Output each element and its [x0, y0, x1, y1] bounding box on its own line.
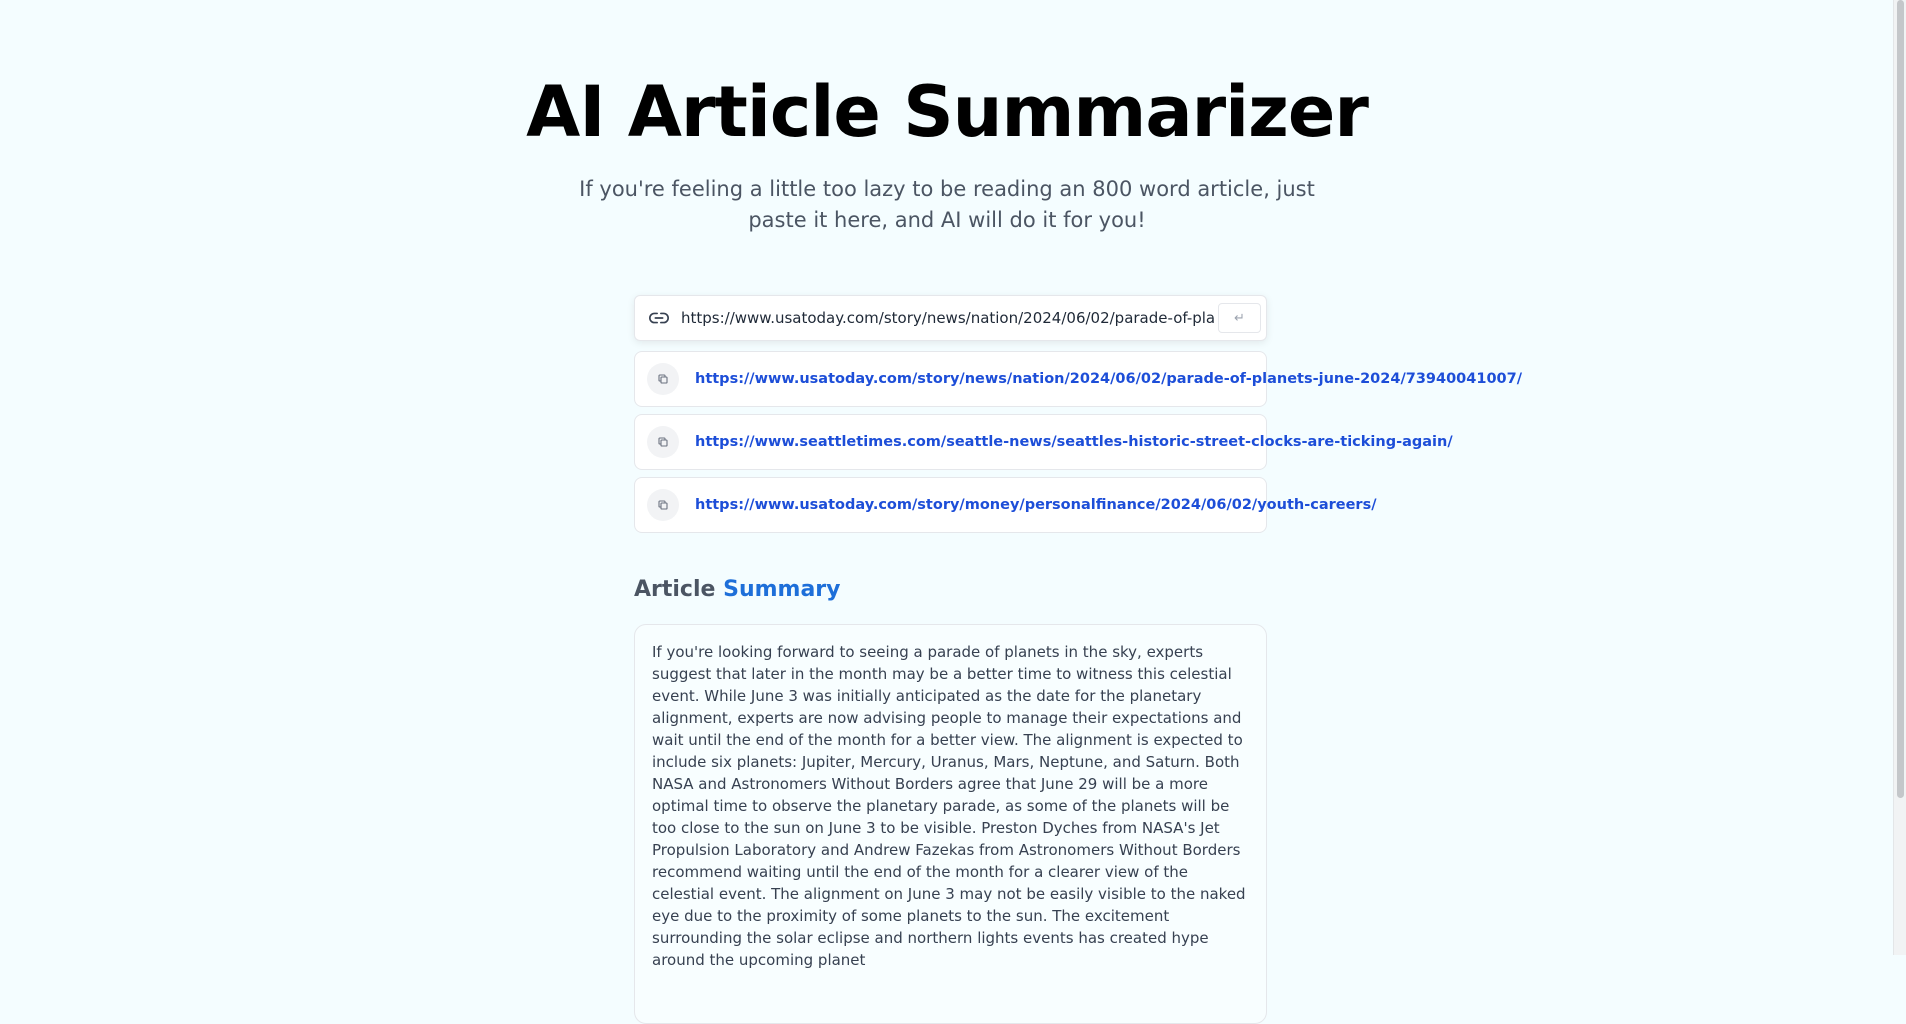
link-icon — [647, 306, 671, 330]
main-section — [634, 295, 1523, 1024]
scrollbar-thumb[interactable] — [1897, 0, 1904, 798]
summary-box — [634, 624, 1267, 1024]
url-form — [634, 295, 1267, 341]
summary-heading-accent: Summary — [723, 577, 841, 602]
history-item[interactable] — [634, 351, 1523, 407]
url-history-list — [634, 351, 1523, 533]
url-input[interactable] — [681, 309, 1214, 327]
history-item[interactable] — [634, 477, 1377, 533]
history-link[interactable]: https://www.seattletimes.com/seattle-news/seattles-historic-street-clocks-are-ticking-again/ — [695, 434, 1453, 450]
page-title: AI Article Summarizer — [526, 71, 1368, 153]
summary-heading — [634, 575, 1267, 605]
copy-icon[interactable] — [647, 489, 679, 521]
page-subtitle: If you're feeling a little too lazy to be reading an 800 word article, just paste it here, and AI will do it for you! — [579, 177, 1315, 232]
history-link[interactable]: https://www.usatoday.com/story/money/personalfinance/2024/06/02/youth-careers/ — [695, 497, 1377, 513]
submit-button[interactable]: ↵ — [1218, 303, 1261, 333]
summary-heading-prefix: Article — [634, 577, 716, 602]
history-link[interactable]: https://www.usatoday.com/story/news/nation/2024/06/02/parade-of-planets-june-2024/73940041007/ — [695, 371, 1523, 387]
page-scrollbar[interactable] — [1893, 0, 1906, 955]
history-item[interactable] — [634, 414, 1453, 470]
copy-icon[interactable] — [647, 363, 679, 395]
hero — [0, 70, 1894, 236]
summary-text: If you're looking forward to seeing a parade of planets in the sky, experts suggest that later in the month may be a better time to witness this celestial event. While June 3 was initially anticipated as the date for the planetary alignment, experts are now advising people to manage their expectations and wait until the end of the month for a better view. The alignment is expected to include six planets: Jupiter, Mercury, Uranus, Mars, Neptune, and Saturn. Both NASA and Astronomers Without Borders agree that June 29 will be a more optimal time to observe the planetary parade, as some of the planets will be too close to the sun on June 3 to be visible. Preston Dyches from NASA's Jet Propulsion Laboratory and Andrew Fazekas from Astronomers Without Borders recommend waiting until the end of the month for a clearer view of the celestial event. The alignment on June 3 may not be easily visible to the naked eye due to the proximity of some planets to the sun. The excitement surrounding the solar eclipse and northern lights events has created hype around the upcoming planet — [652, 643, 1246, 969]
copy-icon[interactable] — [647, 426, 679, 458]
